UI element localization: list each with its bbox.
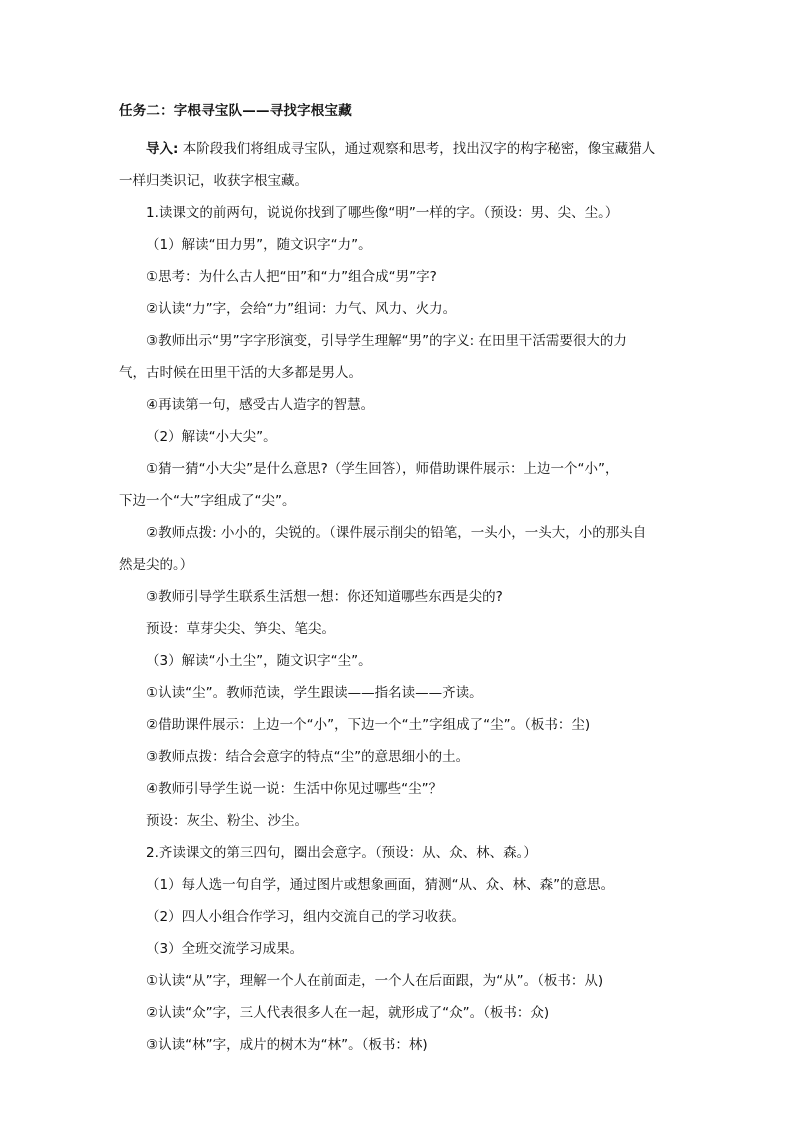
- intro-label: 导入:: [146, 141, 179, 157]
- text-line: ①思考：为什么古人把“田”和“力”组合成“男”字?: [146, 269, 437, 285]
- text-line: （3）解读“小土尘”，随文识字“尘”。: [146, 653, 372, 669]
- text-line: ①猜一猜“小大尖”是什么意思?（学生回答），师借助课件展示：上边一个“小”，: [146, 461, 619, 477]
- text-line: 然是尖的。）: [119, 557, 194, 573]
- text-line: （3）全班交流学习成果。: [146, 941, 304, 957]
- text-line: 气，古时候在田里干活的大多都是男人。: [119, 365, 362, 381]
- text-line: （1）每人选一句自学，通过图片或想象画面，猜测“从、众、林、森”的意思。: [146, 877, 615, 893]
- text-line: 2.齐读课文的第三四句，圈出会意字。（预设：从、众、林、森。）: [146, 845, 537, 861]
- intro-paragraph-line-1: [119, 133, 687, 165]
- text-line: ②认读“力”字，会给“力”组词：力气、风力、火力。: [146, 301, 457, 317]
- text-line: ③教师点拨：结合会意字的特点“尘”的意思细小的土。: [146, 749, 470, 765]
- text-line: 预设：草芽尖尖、笋尖、笔尖。: [146, 621, 335, 637]
- text-line: ②教师点拨: 小小的，尖锐的。（课件展示削尖的铅笔，一头小，一头大，小的那头自: [146, 525, 647, 541]
- text-line: ②借助课件展示：上边一个“小”，下边一个“土”字组成了“尘”。（板书：尘): [146, 717, 591, 733]
- text-line: （1）解读“田力男”，随文识字“力”。: [146, 237, 372, 253]
- section-title: 任务二：字根寻宝队——寻找字根宝藏: [119, 103, 352, 119]
- text-line: 预设：灰尘、粉尘、沙尘。: [146, 813, 308, 829]
- lesson-lines: [119, 197, 687, 1061]
- text-line: ②认读“众”字，三人代表很多人在一起，就形成了“众”。（板书：众): [146, 1005, 550, 1021]
- text-line: （2）四人小组合作学习，组内交流自己的学习收获。: [146, 909, 466, 925]
- text-line: （2）解读“小大尖”。: [146, 429, 277, 445]
- text-line: ④再读第一句，感受古人造字的智慧。: [146, 397, 375, 413]
- document-body: [119, 101, 687, 1061]
- text-line: ③教师引导学生联系生活想一想：你还知道哪些东西是尖的?: [146, 589, 503, 605]
- intro-paragraph-line-2: 一样归类识记，收获字根宝藏。: [119, 173, 308, 189]
- text-line: 下边一个“大”字组成了“尖”。: [119, 493, 296, 509]
- text-line: ①认读“从”字，理解一个人在前面走，一个人在后面跟，为“从”。（板书：从): [146, 973, 604, 989]
- text-line: 1.读课文的前两句，说说你找到了哪些像“明”一样的字。（预设：男、尖、尘。）: [146, 205, 619, 221]
- text-line: ③认读“林”字，成片的树木为“林”。（板书：林): [146, 1037, 428, 1053]
- text-line: ④教师引导学生说一说：生活中你见过哪些“尘”？: [146, 781, 443, 797]
- text-line: ①认读“尘”。教师范读，学生跟读——指名读——齐读。: [146, 685, 483, 701]
- intro-text-1: 本阶段我们将组成寻宝队，通过观察和思考，找出汉字的构字秘密，像宝藏猎人: [178, 141, 656, 157]
- text-line: ③教师出示“男”字字形演变，引导学生理解“男”的字义: 在田里干活需要很大的力: [146, 333, 627, 349]
